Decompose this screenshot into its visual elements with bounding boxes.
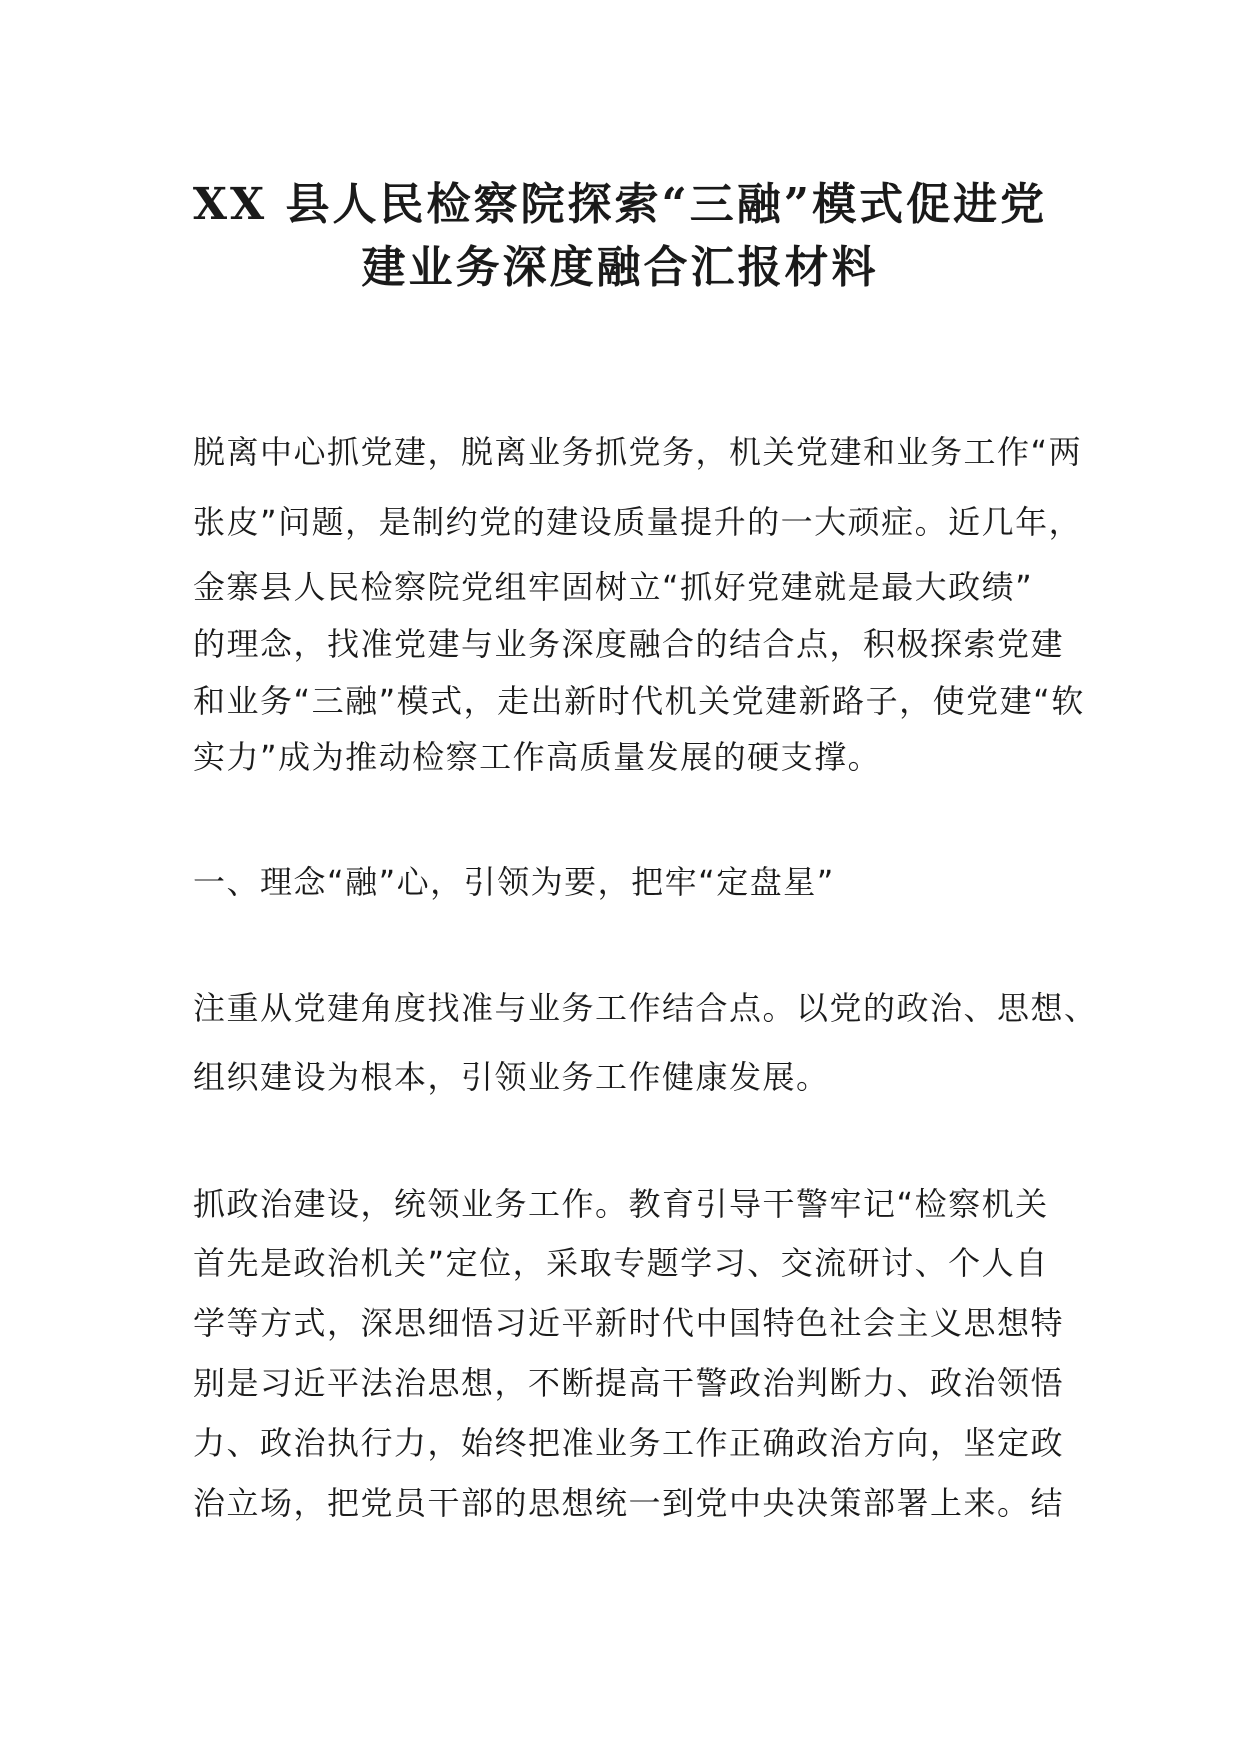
paragraph-line: 和业务“三融”模式，走出新时代机关党建新路子，使党建“软 xyxy=(193,682,1085,720)
paragraph-line: 学等方式，深思细悟习近平新时代中国特色社会主义思想特 xyxy=(193,1304,1065,1342)
paragraph-line: 治立场，把党员干部的思想统一到党中央决策部署上来。结 xyxy=(193,1484,1065,1522)
section-heading: 一、理念“融”心，引领为要，把牢“定盘星” xyxy=(193,863,835,901)
paragraph-line: 首先是政治机关”定位，采取专题学习、交流研讨、个人自 xyxy=(193,1244,1049,1282)
paragraph-line: 金寨县人民检察院党组牢固树立“抓好党建就是最大政绩” xyxy=(193,568,1034,606)
paragraph-line: 力、政治执行力，始终把准业务工作正确政治方向，坚定政 xyxy=(193,1424,1065,1462)
paragraph-line: 实力”成为推动检察工作高质量发展的硬支撑。 xyxy=(193,738,882,776)
paragraph-line: 别是习近平法治思想，不断提高干警政治判断力、政治领悟 xyxy=(193,1364,1065,1402)
paragraph-line: 抓政治建设，统领业务工作。教育引导干警牢记“检察机关 xyxy=(193,1185,1049,1223)
paragraph-line: 张皮”问题，是制约党的建设质量提升的一大顽症。近几年， xyxy=(193,503,1083,541)
paragraph-line: 注重从党建角度找准与业务工作结合点。以党的政治、思想、 xyxy=(193,989,1098,1027)
paragraph-line: 组织建设为根本，引领业务工作健康发展。 xyxy=(193,1058,830,1096)
paragraph-line: 脱离中心抓党建，脱离业务抓党务，机关党建和业务工作“两 xyxy=(193,433,1083,471)
document-title-line-2: 建业务深度融合汇报材料 xyxy=(361,242,879,293)
document-title-line-1: XX 县人民检察院探索“三融”模式促进党 xyxy=(192,179,1048,230)
paragraph-line: 的理念，找准党建与业务深度融合的结合点，积极探索党建 xyxy=(193,625,1065,663)
